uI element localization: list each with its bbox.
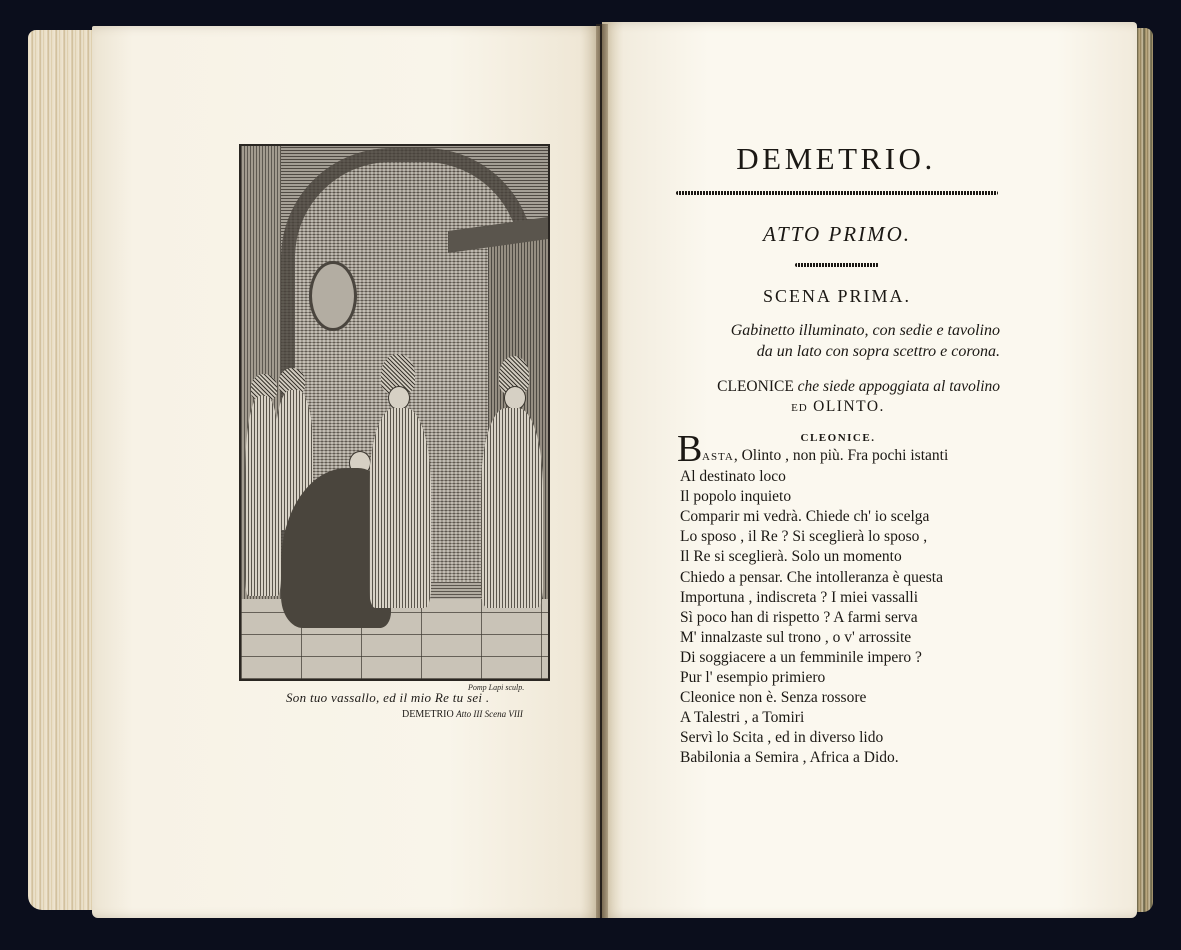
conjunction: ED: [791, 402, 808, 414]
setting-line: Gabinetto illuminato, con sedie e tavolino: [730, 322, 1000, 339]
plate-reference-title: DEMETRIO: [402, 709, 454, 720]
character-name: OLINTO.: [807, 398, 885, 415]
characters-line-1: [676, 377, 1000, 397]
verse-line: Pur l' esempio primiero: [680, 669, 826, 687]
play-title: DEMETRIO.: [736, 141, 936, 176]
king-head: [388, 386, 410, 410]
verse-line: Il Re si sceglierà. Solo un momento: [680, 548, 902, 566]
verse-line: Importuna , indiscreta ? I miei vassalli: [680, 588, 919, 606]
verse-line: A Talestri , a Tomiri: [680, 709, 805, 727]
verse-line: Cleonice non è. Senza rossore: [680, 689, 867, 707]
guard-head: [504, 386, 526, 410]
stage-setting: [676, 320, 1000, 362]
stage-action: che siede appoggiata al tavolino: [793, 378, 1000, 395]
first-word-smallcaps: ASTA: [702, 451, 734, 463]
book-gutter: [596, 24, 608, 918]
verse-block: [680, 446, 1010, 769]
drop-cap: B: [677, 428, 703, 470]
king-figure: [369, 408, 431, 608]
character-name: CLEONICE: [717, 378, 794, 395]
plate-reference-location: Atto III Scena VIII: [456, 709, 523, 719]
verse-line: Babilonia a Semira , Africa a Dido.: [680, 749, 899, 767]
verse-line: Sì poco han di rispetto ? A farmi serva: [680, 608, 918, 626]
title-wavy-rule: [676, 191, 998, 195]
verse-line: Il popolo inquieto: [680, 488, 792, 506]
engraving-plate: [239, 144, 550, 681]
characters-on-stage: [676, 377, 1000, 418]
engraver-credit: Pomp Lapi sculp.: [468, 683, 525, 692]
verse-line: M' innalzaste sul trono , o v' arrossite: [680, 628, 912, 646]
verse-line: [680, 446, 1010, 467]
scene-heading: SCENA PRIMA.: [762, 286, 912, 306]
verse-line: Chiedo a pensar. Che intolleranza è questa: [680, 568, 943, 586]
speaker-name: CLEONICE.: [800, 432, 876, 444]
verse-line: Lo sposo , il Re ? Si sceglierà lo sposo ,: [680, 528, 928, 546]
engraving-caption: Son tuo vassallo, ed il mio Re tu sei .: [286, 690, 490, 705]
guard-figure: [481, 408, 543, 608]
act-wavy-rule: [795, 263, 879, 267]
verse-line: Comparir mi vedrà. Chiede ch' io scelga: [680, 508, 930, 526]
verse-line-text: , Olinto , non più. Fra pochi istanti: [733, 447, 949, 464]
setting-line: da un lato con sopra scettro e corona.: [756, 343, 1000, 360]
verse-line: Al destinato loco: [680, 468, 786, 486]
act-heading: ATTO PRIMO.: [763, 222, 911, 246]
plate-reference: [402, 709, 523, 720]
engraving-medallion: [309, 261, 357, 331]
verse-line: Servì lo Scita , ed in diverso lido: [680, 729, 884, 747]
verse-line: Di soggiacere a un femminile impero ?: [680, 648, 922, 666]
characters-line-2: [676, 397, 1000, 418]
